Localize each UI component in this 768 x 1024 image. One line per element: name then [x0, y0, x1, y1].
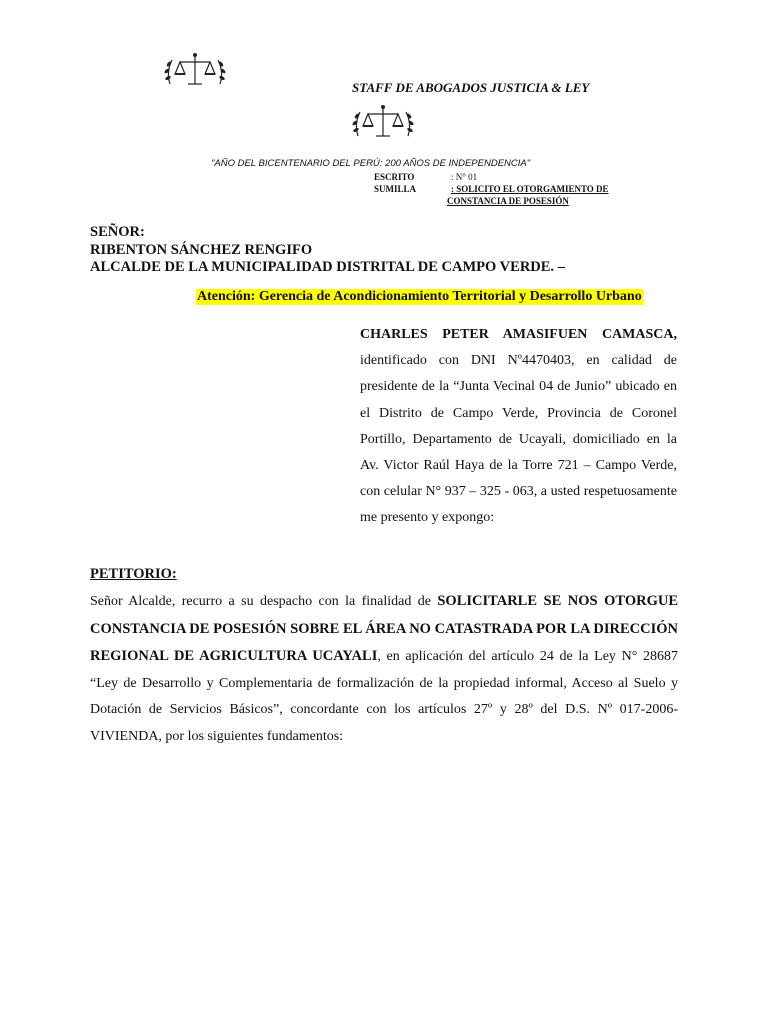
petitorio-heading: PETITORIO:	[90, 566, 177, 582]
attention-line: Atención: Gerencia de Acondicionamiento Territorial y Desarrollo Urbano	[197, 289, 642, 304]
petitorio-intro: Señor Alcalde, recurro a su despacho con la finalidad de	[90, 594, 438, 609]
firm-name: STAFF DE ABOGADOS JUSTICIA & LEY	[352, 80, 590, 95]
escrito-value: : N° 01	[451, 172, 478, 182]
petitorio-legal-basis: , en aplicación del artículo 24 de la Ley N° 28687 “Ley de Desarrollo y Complementaria de formalización de la propiedad informal, Acceso al Suelo y Dotación de Servicios Básicos”, concordante con los artículos 27º y 28º del D.S. Nº 017-2006-VIVIENDA, por los siguientes fundamentos:	[90, 649, 678, 744]
scales-of-justice-logo	[162, 50, 228, 92]
applicant-name: CHARLES PETER AMASIFUEN CAMASCA,	[360, 327, 677, 342]
scales-of-justice-logo-secondary	[350, 102, 416, 144]
petitorio-request: SOLICITARLE SE NOS OTORGUE CONSTANCIA DE POSESIÓN SOBRE EL ÁREA NO CATASTRADA POR LA DIRECCIÓN REGIONAL DE AGRICULTURA UCAYALI	[90, 593, 678, 664]
applicant-block	[360, 322, 677, 532]
year-motto: "AÑO DEL BICENTENARIO DEL PERÚ: 200 AÑOS DE INDEPENDENCIA"	[211, 158, 531, 169]
addressee-name: RIBENTON SÁNCHEZ RENGIFO	[90, 242, 313, 258]
sumilla-value-line1: : SOLICITO EL OTORGAMIENTO DE	[451, 184, 609, 194]
sumilla-label: SUMILLA	[374, 184, 417, 194]
escrito-label: ESCRITO	[374, 172, 415, 182]
addressee-title: ALCALDE DE LA MUNICIPALIDAD DISTRITAL DE CAMPO VERDE. –	[90, 259, 565, 275]
applicant-description: identificado con DNI Nº4470403, en calidad de presidente de la “Junta Vecinal 04 de Junio” ubicado en el Distrito de Campo Verde, Provincia de Coronel Portillo, Departamento de Ucayali, domiciliado en la Av. Victor Raúl Haya de la Torre 721 – Campo Verde, con celular N° 937 – 325 - 063, a usted respetuosamente me presento y expongo:	[360, 353, 677, 526]
petitorio-body	[90, 588, 678, 750]
sumilla-value-line2: CONSTANCIA DE POSESIÓN	[447, 196, 569, 206]
addressee-salutation: SEÑOR:	[90, 224, 145, 240]
